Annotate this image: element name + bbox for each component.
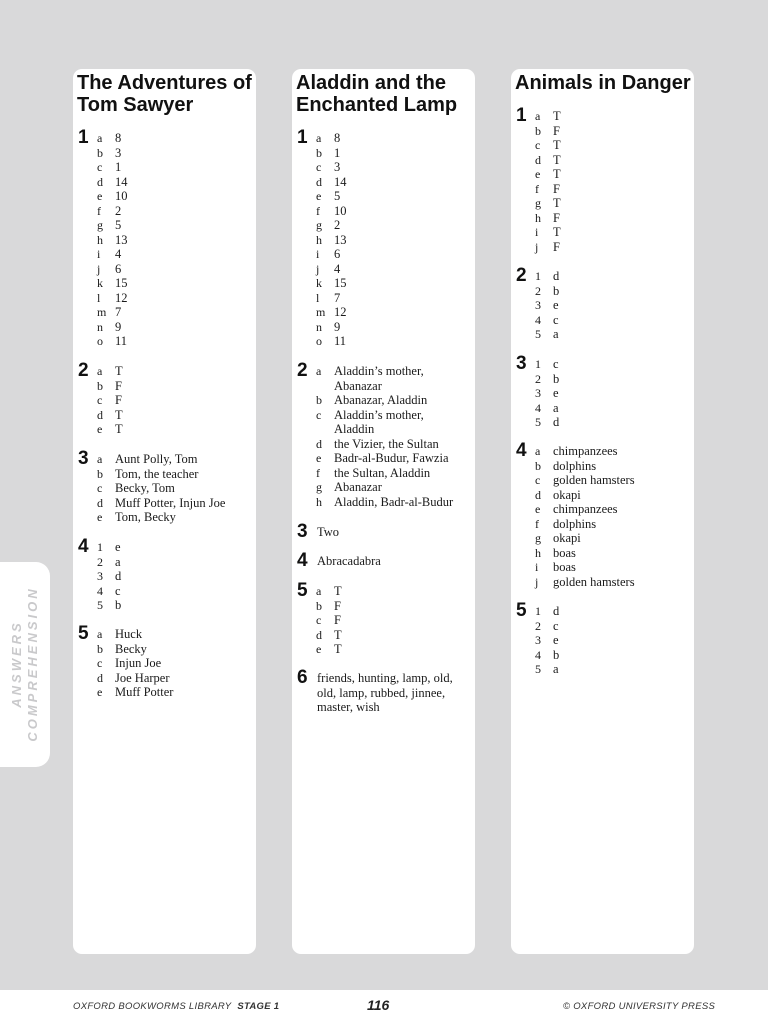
answer-label: c: [316, 613, 322, 627]
answer-value: boas: [553, 545, 576, 560]
answer-label: l: [97, 290, 101, 305]
answer-value: d: [115, 569, 122, 583]
answer-value: 12: [334, 305, 347, 319]
answer-value: Muff Potter, Injun Joe: [115, 495, 226, 510]
answer-value: 2: [334, 218, 341, 232]
answer-label: 5: [535, 327, 541, 341]
question-number: 2: [516, 265, 527, 286]
answer-label: i: [97, 247, 101, 261]
answer-value: 7: [115, 305, 122, 319]
answer-value: 8: [334, 131, 341, 145]
answer-label: 1: [97, 540, 103, 554]
answer-value: dolphins: [553, 516, 597, 531]
answer-label: c: [535, 138, 541, 152]
answer-label: 4: [535, 312, 541, 327]
answer-label: k: [97, 276, 103, 290]
answer-label: j: [535, 239, 539, 254]
answer-value: Tom, Becky: [115, 510, 176, 524]
answer-label: 2: [535, 283, 541, 298]
answer-label: e: [535, 167, 541, 181]
question-number: 1: [516, 105, 527, 126]
answer-label: e: [535, 502, 541, 516]
answer-value: Aladdin’s mother,: [334, 407, 424, 422]
answer-value: golden hamsters: [553, 473, 635, 487]
answer-value: 1: [115, 160, 122, 174]
answer-value: Muff Potter: [115, 685, 174, 699]
answer-label: g: [316, 480, 322, 494]
answer-value: Huck: [115, 627, 143, 641]
answer-label: m: [97, 305, 107, 319]
answer-value: 3: [334, 160, 341, 174]
answer-value: T: [553, 138, 561, 152]
answer-value: Becky, Tom: [115, 481, 175, 495]
answer-label: 3: [535, 633, 541, 647]
title-line-2: Enchanted Lamp: [296, 94, 458, 116]
answer-value: e: [553, 386, 559, 400]
answer-label: 1: [535, 604, 541, 618]
answer-label: 4: [535, 647, 541, 662]
answer-value: Becky: [115, 641, 147, 656]
answer-value: 3: [115, 145, 122, 160]
answer-value: 2: [115, 203, 122, 218]
answer-label: a: [316, 131, 322, 145]
title-aladdin: [296, 72, 457, 116]
answer-value: F: [553, 181, 560, 196]
answer-value: F: [115, 378, 122, 393]
answer-value: 14: [334, 174, 347, 189]
answer-value: d: [553, 415, 560, 429]
answer-label: c: [97, 481, 103, 495]
answer-label: g: [316, 218, 322, 232]
answer-value: a: [115, 554, 121, 569]
answer-value: 15: [115, 276, 128, 290]
answer-label: h: [316, 232, 322, 247]
answer-value-continued: Aladdin: [334, 422, 375, 436]
answer-value: T: [334, 642, 342, 656]
answer-value: T: [115, 364, 123, 378]
question-number: 4: [297, 550, 308, 571]
answer-label: a: [97, 131, 103, 145]
side-tab-line-answers: ANSWERS: [9, 620, 24, 708]
answer-label: d: [535, 487, 541, 502]
answer-value: 6: [334, 247, 341, 261]
answer-value: Injun Joe: [115, 656, 162, 670]
answer-label: d: [97, 407, 103, 422]
answer-label: e: [97, 685, 103, 699]
answer-label: g: [535, 196, 541, 210]
answer-value: 9: [115, 319, 122, 334]
answer-value: F: [115, 393, 122, 407]
answer-value: c: [553, 357, 559, 371]
answer-label: c: [97, 393, 103, 407]
answer-value: e: [553, 298, 559, 312]
answer-label: 5: [535, 662, 541, 676]
answer-line-1: friends, hunting, lamp, old,: [317, 671, 453, 685]
side-tab-label: [9, 586, 41, 741]
answer-label: o: [97, 334, 103, 348]
answer-label: 4: [97, 583, 103, 598]
answer-label: a: [316, 584, 322, 598]
answer-label: f: [316, 203, 320, 218]
answer-value: b: [553, 371, 560, 386]
answer-label: e: [316, 642, 322, 656]
answer-value: golden hamsters: [553, 574, 635, 589]
answer-value: b: [553, 283, 560, 298]
answer-label: 3: [97, 569, 103, 583]
answer-label: g: [97, 218, 103, 232]
question-number: 4: [78, 536, 89, 557]
answer-value: Tom, the teacher: [115, 466, 199, 481]
title-line-1: Aladdin and the: [296, 72, 446, 94]
question-number: 3: [297, 521, 308, 542]
answer-label: b: [535, 458, 541, 473]
answer-value: 10: [334, 203, 347, 218]
footer-series-name: OXFORD BOOKWORMS LIBRARY: [73, 1001, 232, 1012]
answer-value: 4: [115, 247, 122, 261]
footer-series: [73, 1001, 279, 1012]
answer-value: Aladdin’s mother,: [334, 364, 424, 378]
answer-label: n: [316, 319, 322, 334]
question-number: 2: [78, 360, 89, 381]
answer-value: 10: [115, 189, 128, 203]
answer-value: chimpanzees: [553, 444, 618, 458]
answer-label: d: [97, 495, 103, 510]
answer-label: a: [97, 627, 103, 641]
question-number: 1: [297, 127, 308, 148]
answer-label: j: [316, 261, 320, 276]
answer-value: okapi: [553, 531, 581, 545]
answer-value: c: [115, 583, 121, 598]
answer-label: f: [535, 181, 539, 196]
answer-label: f: [535, 516, 539, 531]
answer-label: a: [316, 364, 322, 378]
answer-value: 11: [334, 334, 347, 348]
answer-label: c: [97, 160, 103, 174]
answer-label: e: [316, 189, 322, 203]
answer-value: e: [553, 633, 559, 647]
page-number: 116: [367, 997, 390, 1013]
title-animals-in-danger: [515, 72, 691, 94]
answer-value: T: [553, 167, 561, 181]
answer-value: 6: [115, 261, 122, 276]
answer-value: Joe Harper: [115, 670, 170, 685]
answer-label: c: [535, 473, 541, 487]
answer-value: Badr-al-Budur, Fawzia: [334, 451, 449, 465]
question-number: 4: [516, 440, 527, 461]
answer-value: 13: [115, 232, 128, 247]
side-tab-line-comprehension: COMPREHENSION: [25, 586, 40, 742]
answer-value: a: [553, 662, 559, 676]
answer-label: d: [316, 627, 322, 642]
answer-label: i: [535, 225, 539, 239]
answer-value: Aladdin, Badr-al-Budur: [334, 494, 454, 509]
answer-value: c: [553, 312, 559, 327]
answer-label: i: [316, 247, 320, 261]
answer-label: a: [97, 364, 103, 378]
answer-value: d: [553, 604, 560, 618]
answer-line-3: master, wish: [317, 700, 380, 714]
answer-label: h: [316, 494, 322, 509]
question-number: 2: [297, 360, 308, 381]
answer-label: f: [316, 465, 320, 480]
answer-label: 1: [535, 357, 541, 371]
answer-label: h: [535, 545, 541, 560]
answer-label: e: [97, 510, 103, 524]
answer-label: b: [316, 145, 322, 160]
answer-label: d: [316, 436, 322, 451]
answer-value: 13: [334, 232, 347, 247]
answer-value: a: [553, 400, 559, 415]
answer-label: h: [97, 232, 103, 247]
answer-value: Aunt Polly, Tom: [115, 452, 198, 466]
answer-value: Abanazar, Aladdin: [334, 393, 428, 407]
answer-text: Two: [317, 525, 340, 539]
answer-value: T: [334, 627, 342, 642]
answer-label: a: [535, 109, 541, 123]
answer-label: m: [316, 305, 326, 319]
answer-label: b: [97, 466, 103, 481]
answer-label: c: [316, 407, 322, 422]
answer-value: 15: [334, 276, 347, 290]
answer-value: T: [115, 407, 123, 422]
answer-value: c: [553, 618, 559, 633]
answer-label: e: [316, 451, 322, 465]
question-number: 6: [297, 667, 308, 688]
answer-value: F: [553, 239, 560, 254]
footer-publisher: © OXFORD UNIVERSITY PRESS: [563, 1001, 716, 1012]
answer-label: 2: [535, 371, 541, 386]
answer-value: F: [334, 598, 341, 613]
question-number: 3: [78, 448, 89, 469]
answer-value: T: [115, 422, 123, 436]
answer-value: F: [553, 210, 560, 225]
answer-label: b: [316, 393, 322, 407]
answer-value: 14: [115, 174, 128, 189]
answer-label: b: [316, 598, 322, 613]
answer-value: okapi: [553, 487, 581, 502]
title-tom-sawyer: [77, 72, 252, 116]
answer-label: e: [97, 422, 103, 436]
title-line-2: Tom Sawyer: [77, 94, 194, 116]
answer-value: b: [553, 647, 560, 662]
answer-label: h: [535, 210, 541, 225]
title-line-1: Animals in Danger: [515, 72, 691, 94]
answer-value: T: [553, 196, 561, 210]
answer-label: i: [535, 560, 539, 574]
answer-label: f: [97, 203, 101, 218]
answer-line-2: old, lamp, rubbed, jinnee,: [317, 685, 446, 700]
answer-label: b: [535, 123, 541, 138]
answer-label: o: [316, 334, 322, 348]
answer-value: T: [553, 109, 561, 123]
answer-value: d: [553, 269, 560, 283]
title-line-1: The Adventures of: [77, 72, 252, 94]
answer-label: k: [316, 276, 322, 290]
question-number: 5: [516, 600, 527, 621]
answer-value: 5: [334, 189, 341, 203]
answer-value: 4: [334, 261, 341, 276]
answer-value: T: [334, 584, 342, 598]
answer-label: 1: [535, 269, 541, 283]
answer-label: a: [535, 444, 541, 458]
answer-value: 9: [334, 319, 341, 334]
answer-label: e: [97, 189, 103, 203]
answer-label: g: [535, 531, 541, 545]
answer-label: d: [97, 174, 103, 189]
answer-label: b: [97, 145, 103, 160]
answer-value-continued: Abanazar: [334, 378, 382, 393]
answer-label: d: [535, 152, 541, 167]
question-number: 5: [78, 623, 89, 644]
answer-value: 12: [115, 290, 128, 305]
answer-label: 4: [535, 400, 541, 415]
answer-label: d: [316, 174, 322, 189]
answer-label: n: [97, 319, 103, 334]
answer-value: dolphins: [553, 458, 597, 473]
answer-value: 7: [334, 290, 341, 305]
answer-value: F: [553, 123, 560, 138]
answer-value: b: [115, 598, 122, 612]
answer-value: a: [553, 327, 559, 341]
answer-value: boas: [553, 560, 576, 574]
answer-value: 1: [334, 145, 341, 160]
question-number: 3: [516, 353, 527, 374]
answer-label: 3: [535, 386, 541, 400]
answer-label: c: [97, 656, 103, 670]
question-number: 5: [297, 580, 308, 601]
answer-label: 3: [535, 298, 541, 312]
answer-label: j: [97, 261, 101, 276]
answer-label: b: [97, 378, 103, 393]
answer-value: the Vizier, the Sultan: [334, 436, 439, 451]
answer-label: 2: [535, 618, 541, 633]
answer-label: j: [535, 574, 539, 589]
answer-value: Abanazar: [334, 480, 382, 494]
answer-label: 2: [97, 554, 103, 569]
answer-text: Abracadabra: [317, 554, 381, 568]
answer-label: b: [97, 641, 103, 656]
footer-stage: STAGE 1: [237, 1001, 280, 1012]
answer-value: T: [553, 152, 561, 167]
answer-label: 5: [97, 598, 103, 612]
answer-value: 5: [115, 218, 122, 232]
question-number: 1: [78, 127, 89, 148]
answer-value: chimpanzees: [553, 502, 618, 516]
answer-value: 11: [115, 334, 128, 348]
answer-label: d: [97, 670, 103, 685]
answer-label: l: [316, 290, 320, 305]
answer-label: c: [316, 160, 322, 174]
answer-value: 8: [115, 131, 122, 145]
answer-value: F: [334, 613, 341, 627]
answer-value: e: [115, 540, 121, 554]
answer-label: 5: [535, 415, 541, 429]
answer-value: T: [553, 225, 561, 239]
answer-value: the Sultan, Aladdin: [334, 465, 431, 480]
answer-label: a: [97, 452, 103, 466]
